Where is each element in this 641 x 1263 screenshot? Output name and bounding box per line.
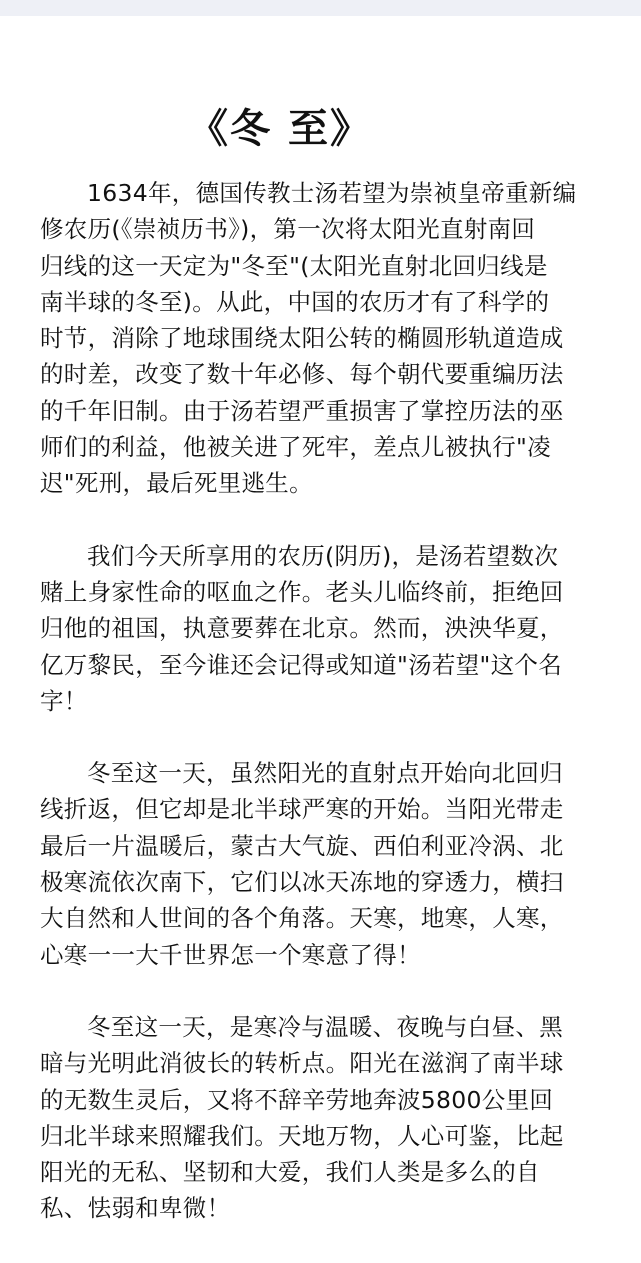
text-line: 归线的这一天定为"冬至"(太阳光直射北回归线是 <box>40 251 548 280</box>
article-title: 《冬 至》 <box>188 105 372 152</box>
paragraph-4 <box>40 1009 610 1227</box>
text-line: 1634年，德国传教士汤若望为崇祯皇帝重新编 <box>87 179 577 207</box>
text-line: 南半球的冬至)。从此，中国的农历才有了科学的 <box>40 287 550 316</box>
text-line: 迟"死刑，最后死里逃生。 <box>40 469 313 498</box>
text-line: 修农历(《崇祯历书》)，第一次将太阳光直射南回 <box>40 215 536 244</box>
paragraph-2 <box>40 538 610 719</box>
text-line: 阳光的无私、坚韧和大爱，我们人类是多么的自 <box>40 1158 540 1187</box>
text-line: 私、怯弱和卑微！ <box>40 1194 231 1223</box>
text-line: 冬至这一天，是寒冷与温暖、夜晚与白昼、黑 <box>87 1012 563 1041</box>
text-line: 归北半球来照耀我们。天地万物，人心可鉴，比起 <box>40 1121 564 1150</box>
top-strip <box>0 0 641 16</box>
text-line: 的时差，改变了数十年必修、每个朝代要重编历法 <box>40 360 564 389</box>
text-line: 冬至这一天，虽然阳光的直射点开始向北回归 <box>87 759 563 788</box>
text-line: 字！ <box>40 686 88 715</box>
text-line: 我们今天所享用的农历(阴历)，是汤若望数次 <box>87 541 559 570</box>
text-line: 赌上身家性命的呕血之作。老头儿临终前，拒绝回 <box>40 577 564 606</box>
text-line: 时节，消除了地球围绕太阳公转的椭圆形轨道造成 <box>40 324 564 353</box>
text-line: 亿万黎民，至今谁还会记得或知道"汤若望"这个名 <box>40 650 563 679</box>
article-body <box>40 175 610 1263</box>
paragraph-3 <box>40 755 610 973</box>
text-line: 师们的利益，他被关进了死牢，差点儿被执行"凌 <box>40 433 551 462</box>
text-line: 的千年旧制。由于汤若望严重损害了掌控历法的巫 <box>40 396 564 425</box>
text-line: 归他的祖国，执意要葬在北京。然而，泱泱华夏， <box>40 614 564 643</box>
text-line: 的无数生灵后，又将不辞辛劳地奔波5800公里回 <box>40 1085 554 1114</box>
text-line: 大自然和人世间的各个角落。天寒，地寒，人寒， <box>40 904 564 933</box>
paragraph-1 <box>40 175 610 502</box>
text-line: 线折返，但它却是北半球严寒的开始。当阳光带走 <box>40 795 564 824</box>
text-line: 暗与光明此消彼长的转析点。阳光在滋润了南半球 <box>40 1049 564 1078</box>
text-line: 最后一片温暖后，蒙古大气旋、西伯利亚冷涡、北 <box>40 831 564 860</box>
text-line: 极寒流依次南下，它们以冰天冻地的穿透力，横扫 <box>40 868 564 897</box>
text-line: 心寒一一大千世界怎一个寒意了得！ <box>40 940 421 969</box>
